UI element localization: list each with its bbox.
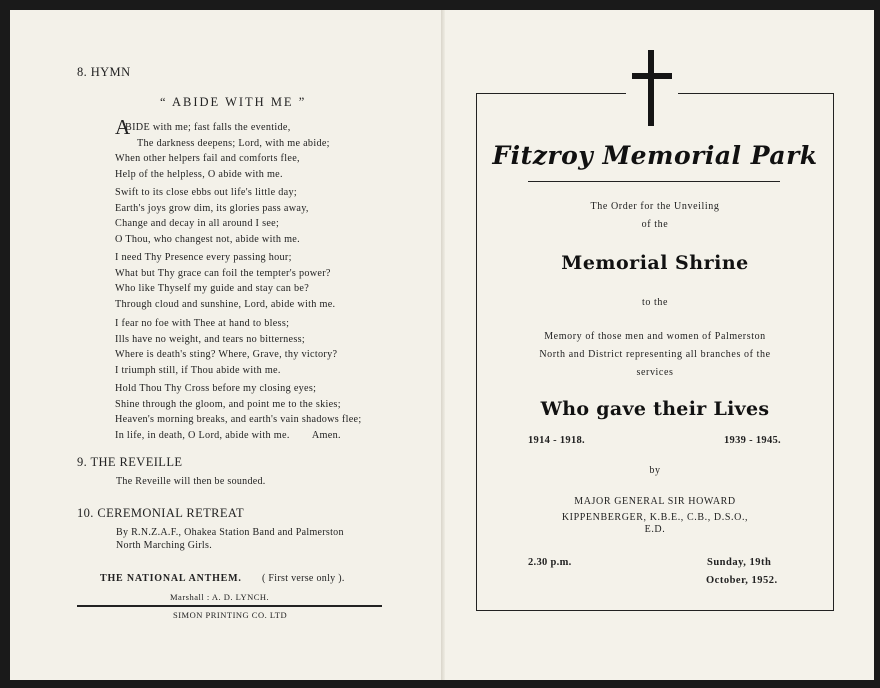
dropcap-letter: A xyxy=(115,115,131,139)
verse-line: Who like Thyself my guide and stay can be? xyxy=(115,283,310,294)
cross-icon-arm xyxy=(632,73,672,79)
hymn-stanza-3 xyxy=(115,250,335,312)
ceremony-date-line-1: Sunday, 19th xyxy=(707,557,772,568)
verse-line: Heaven's morning breaks, and earth's vain shadows flee; xyxy=(115,414,362,425)
memory-line-2: North and District representing all branches of the xyxy=(539,349,771,360)
verse-line: BIDE with me; fast falls the eventide, xyxy=(125,122,291,133)
page-fold xyxy=(441,10,445,680)
ceremony-date-line-2: October, 1952. xyxy=(706,575,778,586)
order-line-1: The Order for the Unveiling xyxy=(590,201,720,212)
lives-title: Who gave their Lives xyxy=(540,398,770,420)
verse-line: Hold Thou Thy Cross before my closing eyes; xyxy=(115,383,317,394)
verse-line: What but Thy grace can foil the tempter's power? xyxy=(115,267,331,279)
park-title: Fitzroy Memorial Park xyxy=(492,141,818,170)
title-underline xyxy=(528,181,780,182)
officer-line-1: MAJOR GENERAL SIR HOWARD xyxy=(574,496,736,507)
officer-line-3: E.D. xyxy=(644,524,666,535)
years-second-war: 1939 - 1945. xyxy=(724,435,781,446)
memory-line-3: services xyxy=(636,367,674,378)
hymn-title: “ ABIDE WITH ME ” xyxy=(160,95,307,109)
ceremony-time: 2.30 p.m. xyxy=(528,557,572,568)
verse-line: When other helpers fail and comforts flee, xyxy=(115,153,300,164)
years-first-war: 1914 - 1918. xyxy=(528,435,585,446)
verse-line: Through cloud and sunshine, Lord, abide with me. xyxy=(115,298,336,310)
order-line-2: of the xyxy=(641,219,669,230)
national-anthem-heading: THE NATIONAL ANTHEM. xyxy=(100,573,242,584)
hymn-stanza-4 xyxy=(115,316,337,378)
verse-line: Shine through the gloom, and point me to the skies; xyxy=(115,398,341,410)
hymn-heading: 8. HYMN xyxy=(77,65,131,79)
verse-line: Where is death's sting? Where, Grave, thy victory? xyxy=(115,349,338,360)
cross-icon xyxy=(648,50,654,126)
verse-line: I fear no foe with Thee at hand to bless; xyxy=(115,318,290,329)
hymn-stanza-1 xyxy=(115,120,330,182)
officer-line-2: KIPPENBERGER, K.B.E., C.B., D.S.O., xyxy=(561,512,749,523)
hymn-stanza-5 xyxy=(115,381,362,443)
memory-line-1: Memory of those men and women of Palmerston xyxy=(544,331,766,342)
verse-line: Ills have no weight, and tears no bitterness; xyxy=(115,333,306,345)
printer-credit: SIMON PRINTING CO. LTD xyxy=(173,610,288,620)
verse-line: Earth's joys grow dim, its glories pass away, xyxy=(115,202,309,214)
shrine-title: Memorial Shrine xyxy=(561,252,749,274)
reveille-heading: 9. THE REVEILLE xyxy=(77,455,183,469)
retreat-line-1: By R.N.Z.A.F., Ohakea Station Band and Palmerston xyxy=(116,527,344,538)
reveille-text: The Reveille will then be sounded. xyxy=(116,476,266,487)
verse-line: The darkness deepens; Lord, with me abide; xyxy=(137,137,330,149)
footer-rule xyxy=(77,605,382,607)
national-anthem-note: ( First verse only ). xyxy=(262,573,345,584)
verse-line: I need Thy Presence every passing hour; xyxy=(115,252,292,263)
verse-line: Change and decay in all around I see; xyxy=(115,218,280,229)
to-the: to the xyxy=(641,297,669,308)
verse-line: I triumph still, if Thou abide with me. xyxy=(115,364,281,376)
verse-line: Help of the helpless, O abide with me. xyxy=(115,168,283,180)
marshall-line: Marshall : A. D. LYNCH. xyxy=(170,592,270,602)
verse-line: O Thou, who changest not, abide with me. xyxy=(115,233,300,245)
verse-line: Swift to its close ebbs out life's little day; xyxy=(115,187,298,198)
retreat-line-2: North Marching Girls. xyxy=(116,540,213,551)
retreat-heading: 10. CEREMONIAL RETREAT xyxy=(77,506,245,520)
verse-line: In life, in death, O Lord, abide with me. Amen. xyxy=(115,429,341,441)
by-label: by xyxy=(649,465,661,476)
hymn-stanza-2 xyxy=(115,185,309,247)
